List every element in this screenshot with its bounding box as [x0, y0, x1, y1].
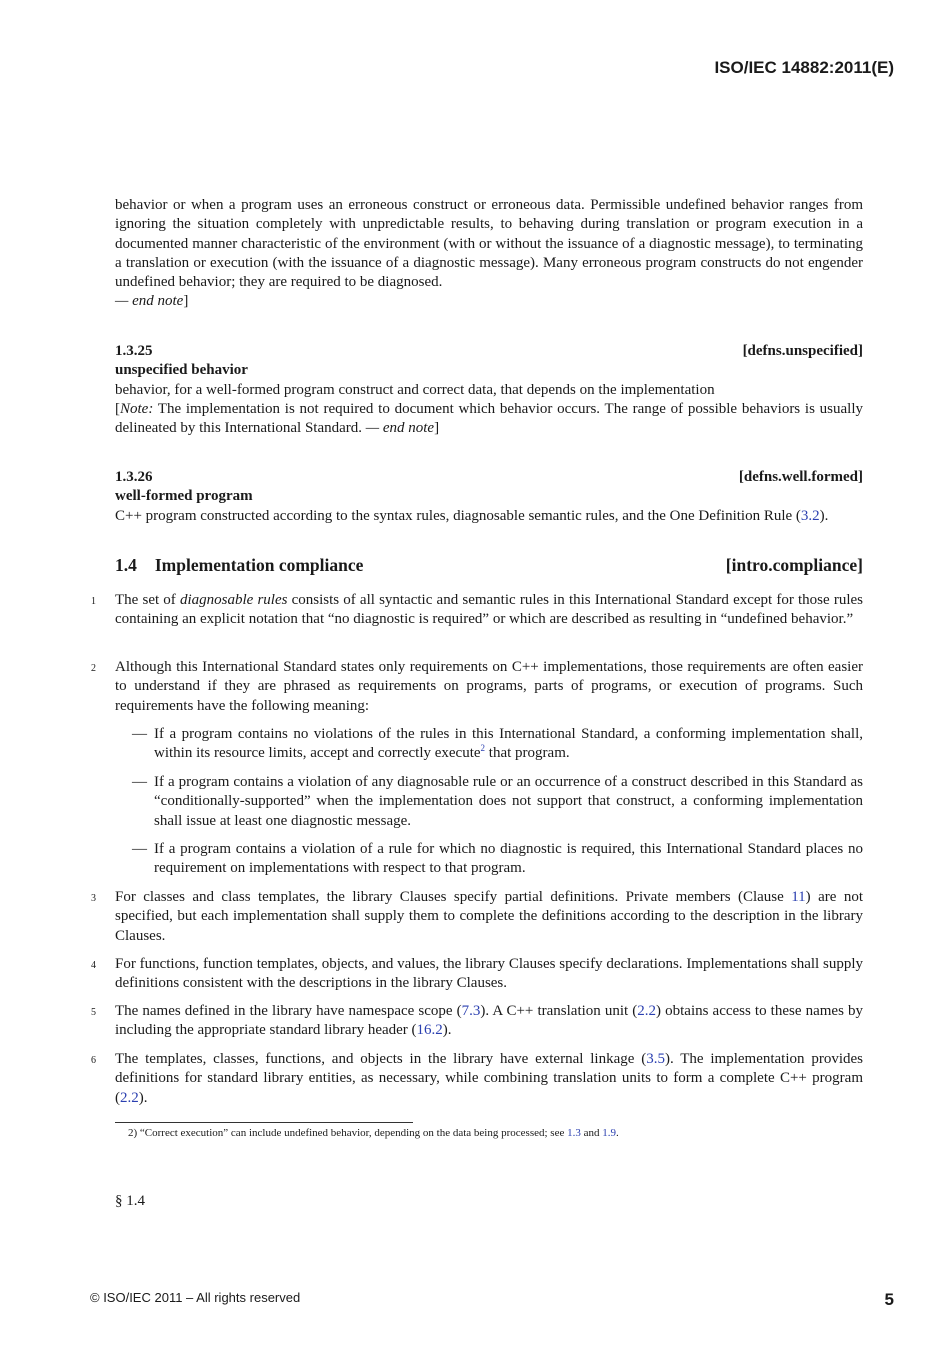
defined-term: diagnosable rules	[179, 592, 288, 608]
footnote	[128, 1126, 863, 1140]
paragraph-number: 3	[91, 893, 96, 904]
term-name: well-formed program	[115, 488, 253, 505]
footnote-text: “Correct execution” can include undefined behavior, depending on the data being processed; see	[137, 1127, 568, 1139]
term-name: unspecified behavior	[115, 362, 248, 379]
definition-text: C++ program constructed according to the syntax rules, diagnosable semantic rules, and the One Definition Rule (	[115, 507, 801, 524]
bullet-dash: —	[132, 726, 147, 742]
xref-link[interactable]: 16.2	[416, 1022, 443, 1039]
paragraph-text: For functions, function templates, objects, and values, the library Clauses specify declarations. Implementations shall supply definitions consistent with the descriptions in the library Clauses.	[115, 956, 863, 992]
continued-paragraph	[115, 196, 863, 312]
xref-link[interactable]: 1.9	[602, 1127, 616, 1139]
bullet-text: If a program contains a violation of a rule for which no diagnostic is required, this International Standard places no requirement on implementations with respect to that program.	[154, 841, 863, 877]
paragraph-text: ). The implementation provides definitions for standard library entities, as necessary, while combining translation units to form a complete C++ program (	[115, 1051, 863, 1106]
paragraph-1	[91, 591, 863, 630]
paragraph-2	[91, 658, 863, 716]
xref-link[interactable]: 3.2	[800, 507, 820, 524]
bullet-text: If a program contains a violation of any diagnosable rule or an occurrence of a construct described in this Standard as “conditionally-supported” when the implementation does not support that construct, a conforming implementation shall issue at least one diagnostic message.	[154, 774, 863, 829]
term-heading	[115, 468, 863, 487]
end-note-marker: — end note	[365, 420, 435, 437]
term-definition	[115, 507, 863, 526]
definition-text: ).	[819, 507, 829, 524]
paragraph-number: 2	[91, 663, 96, 674]
footnote-rule	[115, 1122, 413, 1123]
xref-link[interactable]: 7.3	[461, 1003, 481, 1019]
paragraph-number: 6	[91, 1055, 96, 1066]
footnote-text: .	[615, 1127, 619, 1139]
section-number: 1.4	[115, 555, 137, 575]
paragraph-text: ).	[442, 1022, 452, 1039]
note-text: The implementation is not required to document which behavior occurs. The range of possible behaviors is usually delineated by this International Standard.	[115, 400, 863, 437]
term-number: 1.3.25	[115, 343, 153, 359]
bullet-dash: —	[132, 774, 147, 790]
bullet-text: If a program contains no violations of the rules in this International Standard, a conforming implementation shall, within its resource limits, accept and correctly execute	[154, 726, 863, 762]
xref-link[interactable]: 2.2	[637, 1003, 657, 1019]
close-bracket: ]	[183, 293, 189, 310]
term-number: 1.3.26	[115, 469, 153, 485]
paragraph-text: For classes and class templates, the library Clauses specify partial definitions. Private members (Clause	[115, 889, 792, 905]
bullet-item	[132, 773, 863, 831]
footnote-label: 2)	[128, 1127, 138, 1139]
bullet-item	[132, 840, 863, 879]
section-heading	[115, 555, 863, 576]
xref-link[interactable]: 11	[791, 889, 806, 905]
term-note	[115, 400, 863, 439]
copyright-notice: © ISO/IEC 2011 – All rights reserved	[90, 1290, 301, 1305]
paragraph-text: consists of all syntactic and semantic rules in this International Standard except for those rules containing an explicit notation that “no diagnostic is required” or which are described as resulting in “undefined behavior.”	[115, 592, 863, 628]
section-tag: [intro.compliance]	[725, 555, 863, 575]
bullet-dash: —	[132, 841, 147, 857]
paragraph-text: The templates, classes, functions, and objects in the library have external linkage (	[115, 1051, 647, 1067]
paragraph-number: 4	[91, 960, 96, 971]
paragraph-3	[91, 888, 863, 946]
term-heading	[115, 342, 863, 361]
end-note-marker: — end note	[115, 293, 184, 310]
section-marker: § 1.4	[115, 1193, 145, 1209]
paragraph-text: ) are not specified, but each implementation shall supply them to complete the definitions according to the description in the library Clauses.	[115, 889, 863, 944]
note-open-bracket: [	[115, 400, 120, 417]
paragraph-4	[91, 955, 863, 994]
paragraph-number: 5	[91, 1007, 96, 1018]
document-id: ISO/IEC 14882:2011(E)	[714, 58, 894, 77]
paragraph-text: The set of	[115, 592, 180, 608]
paragraph-text: ). A C++ translation unit (	[480, 1003, 638, 1019]
continued-text: behavior or when a program uses an erroneous construct or erroneous data. Permissible undefined behavior ranges from ignoring the situation completely with unpredictable results, to behaving during translation or program execution in a documented manner characteristic of the environment (with or without the issuance of a diagnostic message), to terminating a translation or execution (with the issuance of a diagnostic message). Many erroneous program constructs do not engender undefined behavior; they are required to be diagnosed.	[115, 197, 863, 291]
footnote-text: and	[580, 1127, 603, 1139]
term-definition: behavior, for a well-formed program construct and correct data, that depends on the implementation	[115, 381, 715, 398]
xref-link[interactable]: 3.5	[646, 1051, 665, 1067]
term-unspecified	[115, 342, 863, 438]
term-well-formed	[115, 468, 863, 526]
note-label: Note:	[120, 400, 154, 417]
section-title: Implementation compliance	[154, 555, 364, 575]
paragraph-number: 1	[91, 596, 96, 607]
bullet-item	[132, 725, 863, 764]
paragraph-text: ) obtains access to these names by including the appropriate standard library header (	[115, 1003, 863, 1039]
term-tag: [defns.well.formed]	[738, 469, 863, 485]
paragraph-text: The names defined in the library have namespace scope (	[115, 1003, 462, 1019]
term-tag: [defns.unspecified]	[742, 343, 863, 359]
note-close-bracket: ]	[434, 420, 440, 437]
paragraph-text: ).	[138, 1089, 148, 1106]
paragraph-text: Although this International Standard states only requirements on C++ implementations, those requirements are often easier to understand if they are phrased as requirements on programs, parts of programs, or execution of programs. Such requirements have the following meaning:	[115, 659, 863, 714]
xref-link[interactable]: 2.2	[120, 1089, 139, 1106]
paragraph-6	[91, 1050, 863, 1108]
page-number: 5	[884, 1290, 894, 1309]
paragraph-5	[91, 1002, 863, 1041]
xref-link[interactable]: 1.3	[567, 1127, 581, 1139]
bullet-text: that program.	[485, 745, 570, 762]
footnote-ref[interactable]: 2	[480, 743, 486, 754]
